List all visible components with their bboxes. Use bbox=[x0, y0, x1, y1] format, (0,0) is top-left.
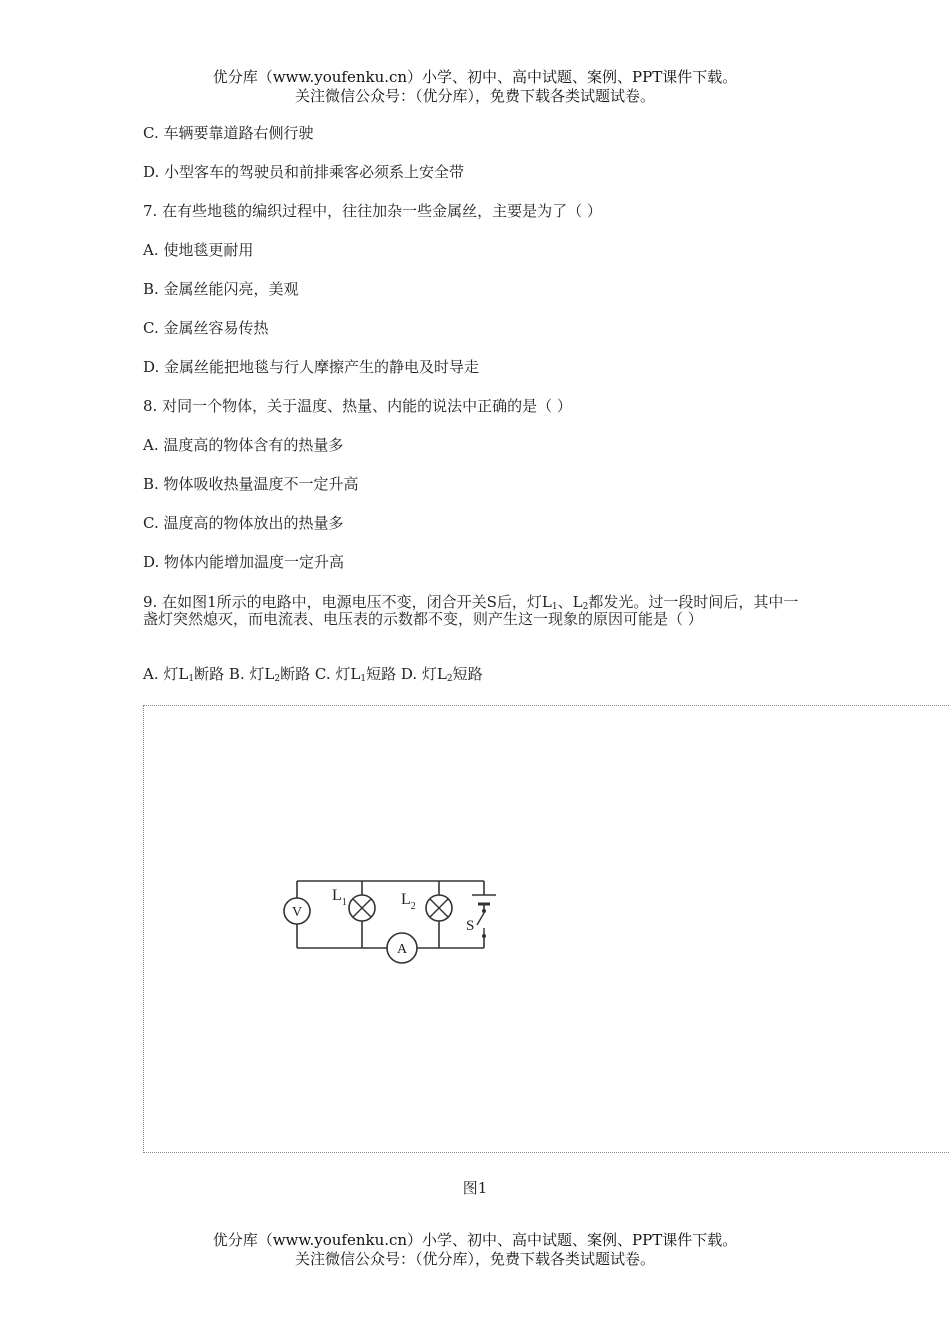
footer-line-2: 关注微信公众号：（优分库），免费下载各类试题试卷。 bbox=[294, 1250, 655, 1268]
lamp-2-symbol bbox=[426, 895, 452, 921]
lamp-1-symbol bbox=[349, 895, 375, 921]
battery-symbol bbox=[472, 895, 496, 904]
figure-caption: 图1 bbox=[462, 1179, 488, 1197]
ammeter-symbol bbox=[387, 933, 417, 963]
q8-stem: 8. 对同一个物体，关于温度、热量、内能的说法中正确的是（ ） bbox=[143, 397, 572, 415]
ammeter-label: A bbox=[396, 942, 408, 957]
q6-option-d: D. 小型客车的驾驶员和前排乘客必须系上安全带 bbox=[143, 163, 465, 181]
q7-option-d: D. 金属丝能把地毯与行人摩擦产生的静电及时导走 bbox=[143, 358, 480, 376]
header-line-2: 关注微信公众号：（优分库），免费下载各类试题试卷。 bbox=[294, 87, 655, 105]
lamp-1-label: $L_1$ bbox=[332, 887, 347, 908]
q7-option-a: A. 使地毯更耐用 bbox=[143, 241, 254, 259]
q7-option-c: C. 金属丝容易传热 bbox=[143, 319, 269, 337]
footer-line-1: 优分库（www.youfenku.cn）小学、初中、高中试题、案例、PPT课件下载。 bbox=[212, 1231, 738, 1249]
q8-option-b: B. 物体吸收热量温度不一定升高 bbox=[143, 475, 359, 493]
voltmeter-label: V bbox=[291, 905, 303, 920]
q8-option-a: A. 温度高的物体含有的热量多 bbox=[143, 436, 344, 454]
switch-label: S bbox=[466, 918, 475, 934]
voltmeter-symbol bbox=[284, 898, 310, 924]
figure-frame bbox=[143, 705, 950, 1153]
header-line-1: 优分库（www.youfenku.cn）小学、初中、高中试题、案例、PPT课件下载。 bbox=[212, 68, 738, 86]
circuit-diagram bbox=[144, 706, 950, 1152]
switch-symbol bbox=[477, 909, 486, 938]
q7-option-b: B. 金属丝能闪亮，美观 bbox=[143, 280, 299, 298]
q6-option-c: C. 车辆要靠道路右侧行驶 bbox=[143, 124, 314, 142]
q8-option-d: D. 物体内能增加温度一定升高 bbox=[143, 553, 345, 571]
q9-options: A. 灯$L_1$断路 B. 灯$L_2$断路 C. 灯$L_1$短路 D. 灯$L_2$短路 bbox=[143, 665, 483, 684]
lamp-2-label: $L_2$ bbox=[401, 891, 416, 912]
q9-stem: 9. 在如图1所示的电路中，电源电压不变，闭合开关S后，灯$L_1$、$L_2$都发光。过一段时间后，其中一盏灯突然熄灭，而电流表、电压表的示数都不变，则产生这一现象的原因可能是（ ） bbox=[143, 593, 799, 628]
q8-option-c: C. 温度高的物体放出的热量多 bbox=[143, 514, 344, 532]
q7-stem: 7. 在有些地毯的编织过程中，往往加杂一些金属丝，主要是为了（ ） bbox=[143, 202, 602, 220]
